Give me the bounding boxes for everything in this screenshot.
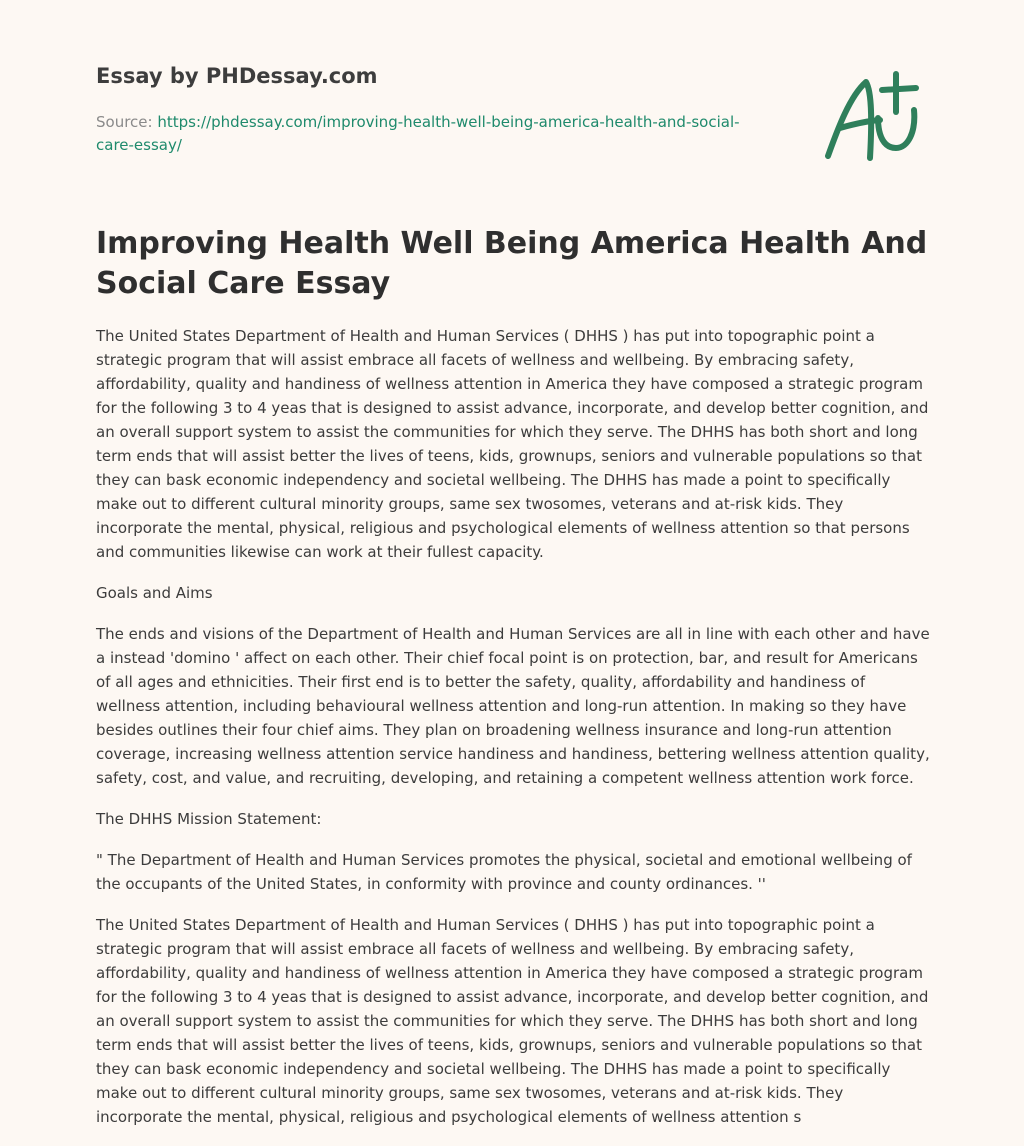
section-heading-goals: Goals and Aims [96,584,213,602]
essay-page [96,0,932,1126]
page-header [96,0,932,200]
mission-quote: " The Department of Health and Human Services promotes the physical, societal and emotional wellbeing of the occupants of the United States, in conformity with province and county ordinances. '' [96,851,912,893]
body-paragraph: The United States Department of Health and Human Services ( DHHS ) has put into topographic point a strategic program that will assist embrace all facets of wellness and wellbeing. By embracing safety, affordability, quality and handiness of wellness attention in America they have composed a strategic program for the following 3 to 4 yeas that is designed to assist advance, incorporate, and develop better cognition, and an overall support system to assist the communities for which they serve. The DHHS has both short and long term ends that will assist better the lives of teens, kids, grownups, seniors and vulnerable populations so that they can bask economic independency and societal wellbeing. The DHHS has made a point to specifically make out to different cultural minority groups, same sex twosomes, veterans and at-risk kids. They incorporate the mental, physical, religious and psychological elements of wellness attention so that persons and communities likewise can work at their fullest capacity. [96,327,929,561]
section-heading-mission: The DHHS Mission Statement: [96,810,322,828]
source-line [96,111,756,157]
source-link[interactable]: https://phdessay.com/improving-health-well-being-america-health-and-social-care-essay/ [96,113,740,154]
site-brand: Essay by PHDessay.com [96,64,378,88]
body-paragraph: The ends and visions of the Department of Health and Human Services are all in line with each other and have a instead 'domino ' affect on each other. Their chief focal point is on protection, bar, and result for Americans of all ages and ethnicities. Their first end is to better the safety, quality, affordability and handiness of wellness attention, including behavioural wellness attention and long-run attention. In making so they have besides outlines their four chief aims. They plan on broadening wellness insurance and long-run attention coverage, increasing wellness attention service handiness and handiness, bettering wellness attention quality, safety, cost, and value, and recruiting, developing, and retaining a competent wellness attention work force. [96,625,930,787]
body-paragraph: The United States Department of Health and Human Services ( DHHS ) has put into topographic point a strategic program that will assist embrace all facets of wellness and wellbeing. By embracing safety, affordability, quality and handiness of wellness attention in America they have composed a strategic program for the following 3 to 4 yeas that is designed to assist advance, incorporate, and develop better cognition, and an overall support system to assist the communities for which they serve. The DHHS has both short and long term ends that will assist better the lives of teens, kids, grownups, seniors and vulnerable populations so that they can bask economic independency and societal wellbeing. The DHHS has made a point to specifically make out to different cultural minority groups, same sex twosomes, veterans and at-risk kids. They incorporate the mental, physical, religious and psychological elements of wellness attention s [96,916,929,1126]
essay-body [96,324,932,1146]
essay-title: Improving Health Well Being America Health And Social Care Essay [96,226,928,301]
a-plus-grade-icon [820,66,932,170]
source-label: Source: [96,113,153,131]
